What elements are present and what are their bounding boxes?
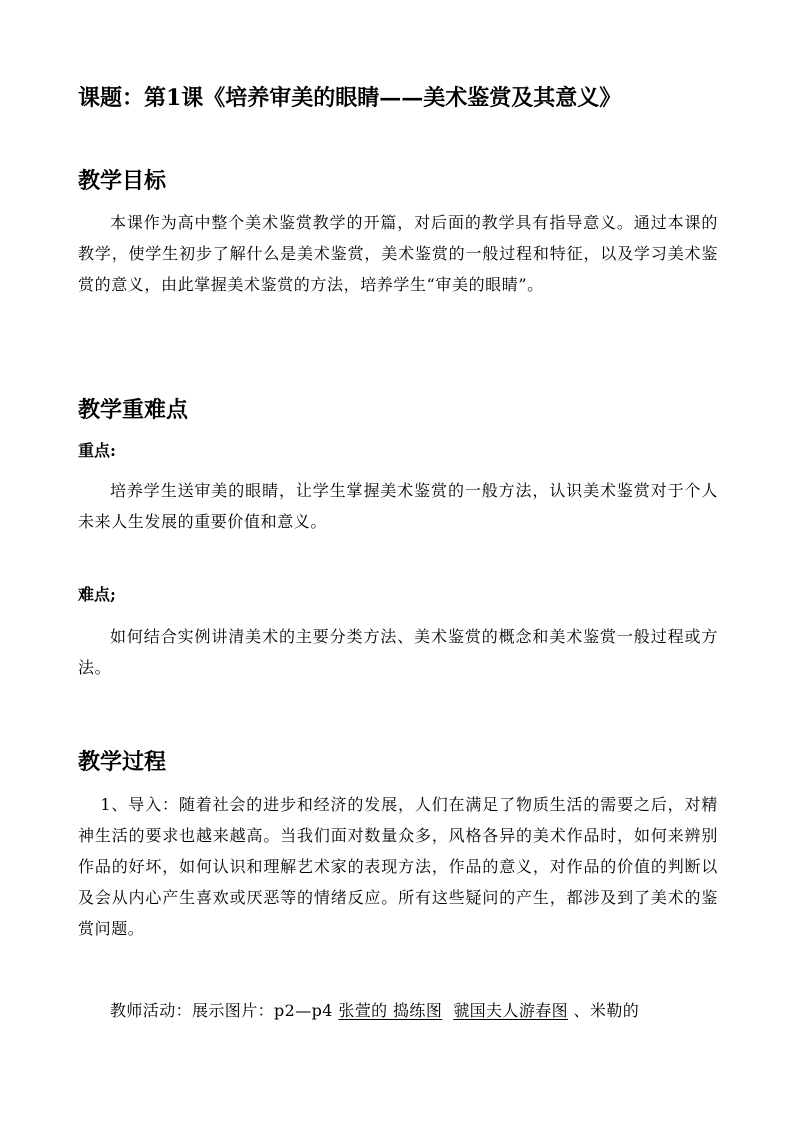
lesson-title: 课题：第1课《培养审美的眼睛——美术鉴赏及其意义》 (78, 85, 622, 111)
key-points-heading: 教学重难点 (78, 397, 189, 423)
objectives-heading: 教学目标 (78, 168, 167, 194)
activity-suffix: 、米勒的 (568, 1001, 640, 1020)
difficulty-label: 难点; (78, 585, 116, 604)
difficulty-paragraph: 如何结合实例讲清美术的主要分类方法、美术鉴赏的概念和美术鉴赏一般过程或方法。 (78, 627, 718, 677)
objectives-paragraph: 本课作为高中整个美术鉴赏教学的开篇，对后面的教学具有指导意义。通过本课的教学，使学生初步了解什么是美术鉴赏，美术鉴赏的一般过程和特征，以及学习美术鉴赏的意义，由此掌握美术鉴赏的方法，培养学生“审美的眼睛”。 (78, 213, 718, 294)
artwork-link-guoguo[interactable]: 虢国夫人游春图 (453, 1001, 569, 1020)
activity-prefix: 教师活动：展示图片：p2—p4 (110, 1001, 339, 1020)
focus-label: 重点: (78, 441, 116, 460)
focus-paragraph: 培养学生送审美的眼睛，让学生掌握美术鉴赏的一般方法，认识美术鉴赏对于个人未来人生发展的重要价值和意义。 (78, 481, 718, 531)
intro-paragraph: 1、导入：随着社会的进步和经济的发展，人们在满足了物质生活的需要之后，对精神生活的要求也越来越高。当我们面对数量众多，风格各异的美术作品时，如何来辨别作品的好坏，如何认识和理解艺术家的表现方法，作品的意义，对作品的价值的判断以及会从内心产生喜欢或厌恶等的情绪反应。所有这些疑问的产生，都涉及到了美术的鉴赏问题。 (78, 795, 718, 938)
process-heading: 教学过程 (78, 749, 167, 775)
teacher-activity-line (78, 995, 718, 1026)
artwork-link-daolian[interactable]: 张萱的 捣练图 (338, 1001, 443, 1020)
activity-gap (442, 1001, 453, 1020)
